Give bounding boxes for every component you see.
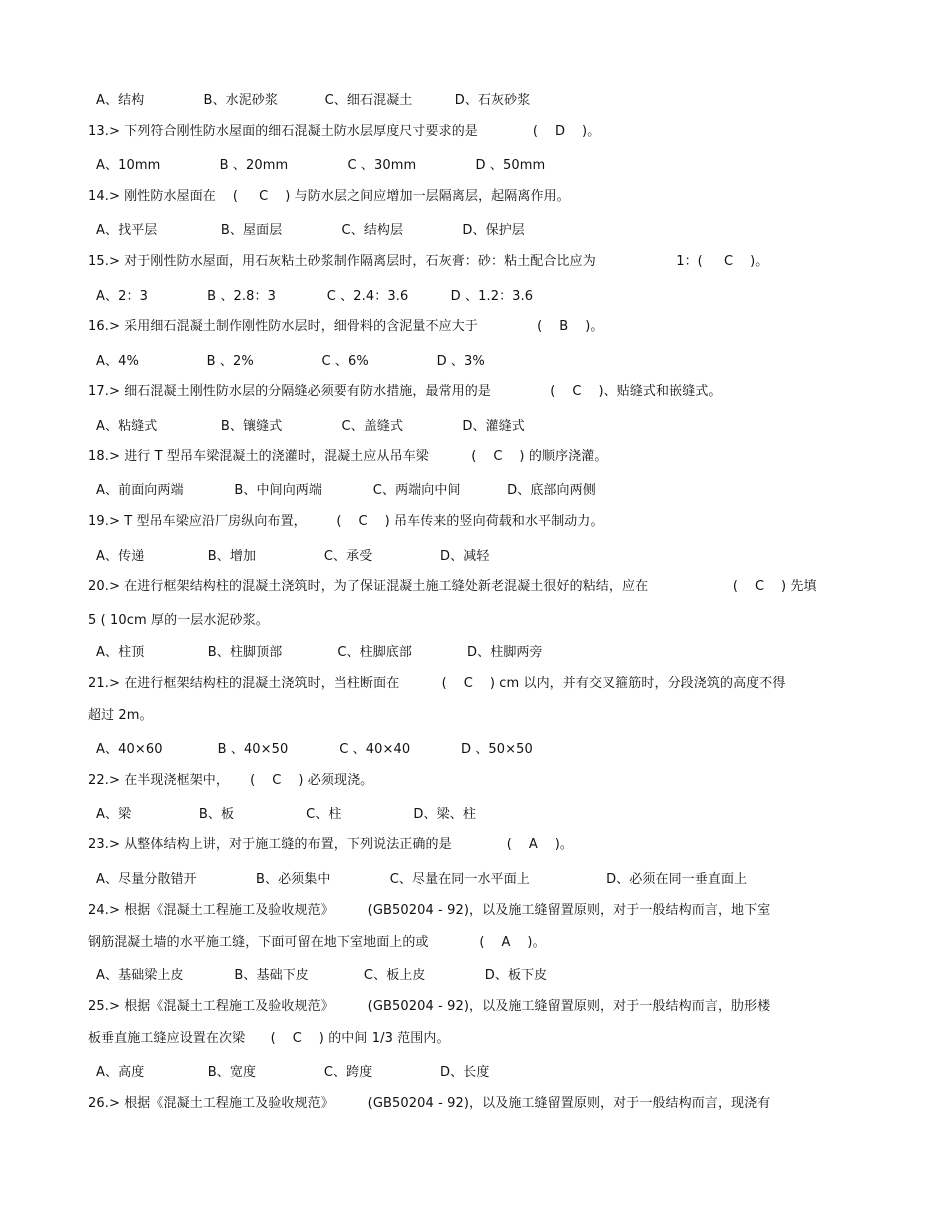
options-line: A、尽量分散错开 B、必须集中 C、尽量在同一水平面上 D、必须在同一垂直面上 [96,872,748,887]
question-continuation: 板垂直施工缝应设置在次梁 ( C ) 的中间 1/3 范围内。 [88,1031,450,1046]
question-continuation: 超过 2m。 [88,708,153,723]
options-line: A、找平层 B、屋面层 C、结构层 D、保护层 [96,223,525,238]
options-line: A、前面向两端 B、中间向两端 C、两端向中间 D、底部向两侧 [96,483,596,498]
question-14: 14.> 刚性防水屋面在 ( C ) 与防水层之间应增加一层隔离层，起隔离作用。 [88,189,570,204]
options-line: A、基础梁上皮 B、基础下皮 C、板上皮 D、板下皮 [96,968,548,983]
options-line: A、高度 B、宽度 C、跨度 D、长度 [96,1065,490,1080]
question-16: 16.> 采用细石混凝土制作刚性防水层时，细骨料的含泥量不应大于 ( B )。 [88,319,604,334]
question-15: 15.> 对于刚性防水屋面，用石灰粘土砂浆制作隔离层时，石灰膏：砂：粘土配合比应为 1：( C )。 [88,254,769,269]
question-18: 18.> 进行 T 型吊车梁混凝土的浇灌时，混凝土应从吊车梁 ( C ) 的顺序浇灌。 [88,449,608,464]
options-line: A、40×60 B 、40×50 C 、40×40 D 、50×50 [96,742,533,757]
question-13: 13.> 下列符合刚性防水屋面的细石混凝土防水层厚度尺寸要求的是 ( D )。 [88,124,601,139]
question-22: 22.> 在半现浇框架中， ( C ) 必须现浇。 [88,773,374,788]
question-continuation: 钢筋混凝土墙的水平施工缝，下面可留在地下室地面上的或 ( A )。 [88,935,546,950]
question-19: 19.> T 型吊车梁应沿厂房纵向布置， ( C ) 吊车传来的竖向荷载和水平制动力。 [88,514,604,529]
options-line: A、2：3 B 、2.8：3 C 、2.4：3.6 D 、1.2：3.6 [96,289,534,304]
options-line: A、传递 B、增加 C、承受 D、减轻 [96,549,490,564]
question-24: 24.> 根据《混凝土工程施工及验收规范》 (GB50204 - 92)，以及施工缝留置原则，对于一般结构而言，地下室 [88,903,771,918]
question-23: 23.> 从整体结构上讲，对于施工缝的布置，下列说法正确的是 ( A )。 [88,837,574,852]
question-17: 17.> 细石混凝土刚性防水层的分隔缝必须要有防水措施，最常用的是 ( C )、贴缝式和嵌缝式。 [88,384,722,399]
question-26: 26.> 根据《混凝土工程施工及验收规范》 (GB50204 - 92)，以及施工缝留置原则，对于一般结构而言，现浇有 [88,1096,771,1111]
question-21: 21.> 在进行框架结构柱的混凝土浇筑时，当柱断面在 ( C ) cm 以内，并有交叉箍筋时，分段浇筑的高度不得 [88,676,786,691]
options-line: A、粘缝式 B、镶缝式 C、盖缝式 D、灌缝式 [96,419,525,434]
options-line: A、4% B 、2% C 、6% D 、3% [96,354,485,369]
question-25: 25.> 根据《混凝土工程施工及验收规范》 (GB50204 - 92)，以及施工缝留置原则，对于一般结构而言，肋形楼 [88,999,771,1014]
options-line: A、柱顶 B、柱脚顶部 C、柱脚底部 D、柱脚两旁 [96,645,543,660]
options-line: A、梁 B、板 C、柱 D、梁、柱 [96,807,476,822]
question-20: 20.> 在进行框架结构柱的混凝土浇筑时，为了保证混凝土施工缝处新老混凝土很好的粘结，应在 ( C ) 先填 [88,579,817,594]
options-line: A、10mm B 、20mm C 、30mm D 、50mm [96,158,546,173]
question-continuation: 5 ( 10cm 厚的一层水泥砂浆。 [88,613,269,628]
options-line: A、结构 B、水泥砂浆 C、细石混凝土 D、石灰砂浆 [96,93,531,108]
